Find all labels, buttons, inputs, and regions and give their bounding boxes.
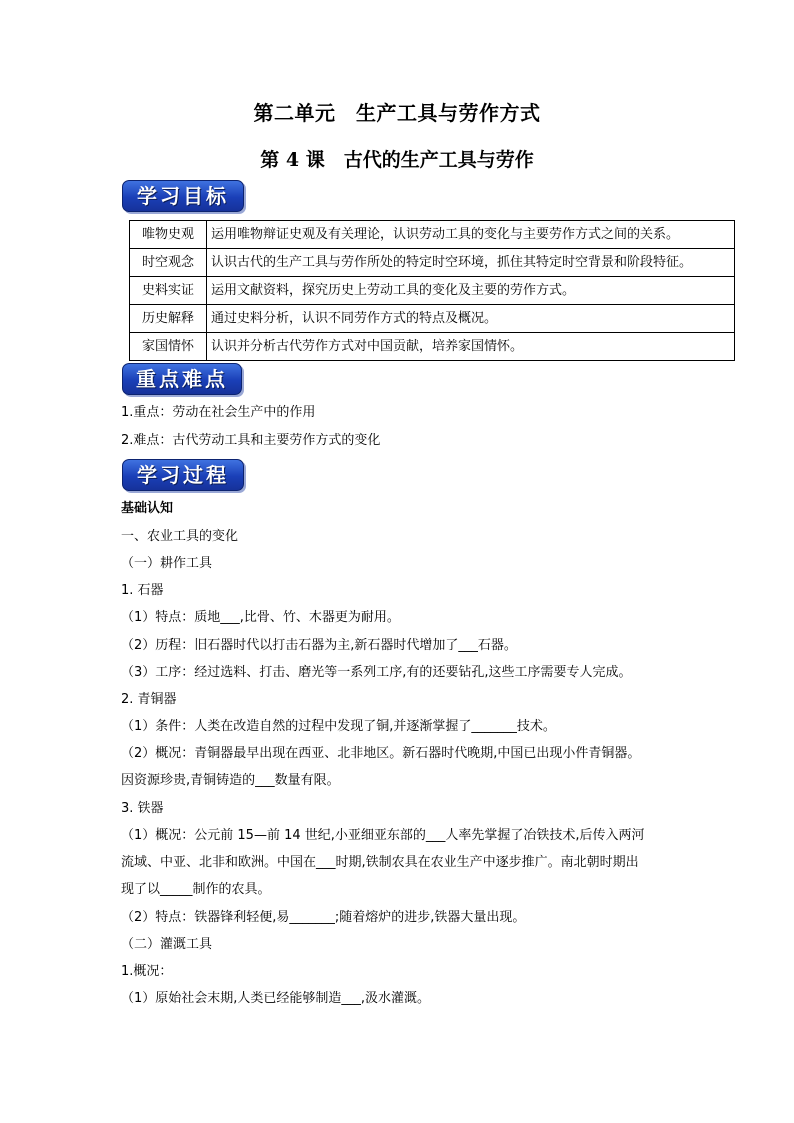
learning-goals-banner-label: 学习目标 [137,184,229,208]
key-points-banner [122,363,242,395]
table-row [130,305,735,333]
goal-value: 认识并分析古代劳作方式对中国贡献，培养家国情怀。 [207,333,735,361]
process-line: （2）特点：铁器锋利轻便,易_______;随着熔炉的进步,铁器大量出现。 [121,910,526,925]
process-line: （2）历程：旧石器时代以打击石器为主,新石器时代增加了___石器。 [121,638,517,653]
learning-goals-table [129,220,735,361]
lesson-title: 第 4 课 古代的生产工具与劳作 [260,149,534,171]
process-line: 因资源珍贵,青铜铸造的___数量有限。 [121,773,340,788]
learning-goals-banner [122,180,244,212]
goal-key: 唯物史观 [130,221,207,249]
goal-key: 史料实证 [130,277,207,305]
table-row [130,333,735,361]
process-line: （一）耕作工具 [121,556,213,571]
goal-value: 运用唯物辩证史观及有关理论，认识劳动工具的变化与主要劳作方式之间的关系。 [207,221,735,249]
process-line: 现了以_____制作的农具。 [121,882,271,897]
process-line: 2. 青铜器 [121,692,177,707]
unit-title: 第二单元 生产工具与劳作方式 [253,101,541,125]
table-row [130,249,735,277]
goal-key: 时空观念 [130,249,207,277]
table-row [130,221,735,249]
process-line: 流域、中亚、北非和欧洲。中国在___时期,铁制农具在农业生产中逐步推广。南北朝时期出 [121,855,639,870]
goal-value: 通过史料分析，认识不同劳作方式的特点及概况。 [207,305,735,333]
process-line: （1）条件：人类在改造自然的过程中发现了铜,并逐渐掌握了_______技术。 [121,719,556,734]
process-line: （1）特点：质地___,比骨、竹、木器更为耐用。 [121,610,400,625]
goal-key: 历史解释 [130,305,207,333]
process-line: 一、农业工具的变化 [121,529,239,544]
goal-key: 家国情怀 [130,333,207,361]
process-line: 1. 石器 [121,583,164,598]
process-line: （1）概况：公元前 15—前 14 世纪,小亚细亚东部的___人率先掌握了冶铁技术,后传入两河 [121,828,645,843]
table-row [130,277,735,305]
process-line: （1）原始社会末期,人类已经能够制造___,汲水灌溉。 [121,991,431,1006]
process-line: （二）灌溉工具 [121,937,213,952]
key-point-difficulty: 2.难点：古代劳动工具和主要劳作方式的变化 [121,433,381,448]
learning-process-banner-label: 学习过程 [137,463,229,487]
process-line: 1.概况： [121,964,173,979]
process-line: 3. 铁器 [121,801,164,816]
key-points-banner-label: 重点难点 [136,367,228,391]
section-heading-basic: 基础认知 [121,501,174,516]
process-line: （2）概况：青铜器最早出现在西亚、北非地区。新石器时代晚期,中国已出现小件青铜器。 [121,746,641,761]
process-line: （3）工序：经过选料、打击、磨光等一系列工序,有的还要钻孔,这些工序需要专人完成。 [121,665,632,680]
goal-value: 运用文献资料，探究历史上劳动工具的变化及主要的劳作方式。 [207,277,735,305]
key-point-focus: 1.重点：劳动在社会生产中的作用 [121,405,316,420]
goal-value: 认识古代的生产工具与劳作所处的特定时空环境，抓住其特定时空背景和阶段特征。 [207,249,735,277]
learning-process-banner [122,459,244,491]
